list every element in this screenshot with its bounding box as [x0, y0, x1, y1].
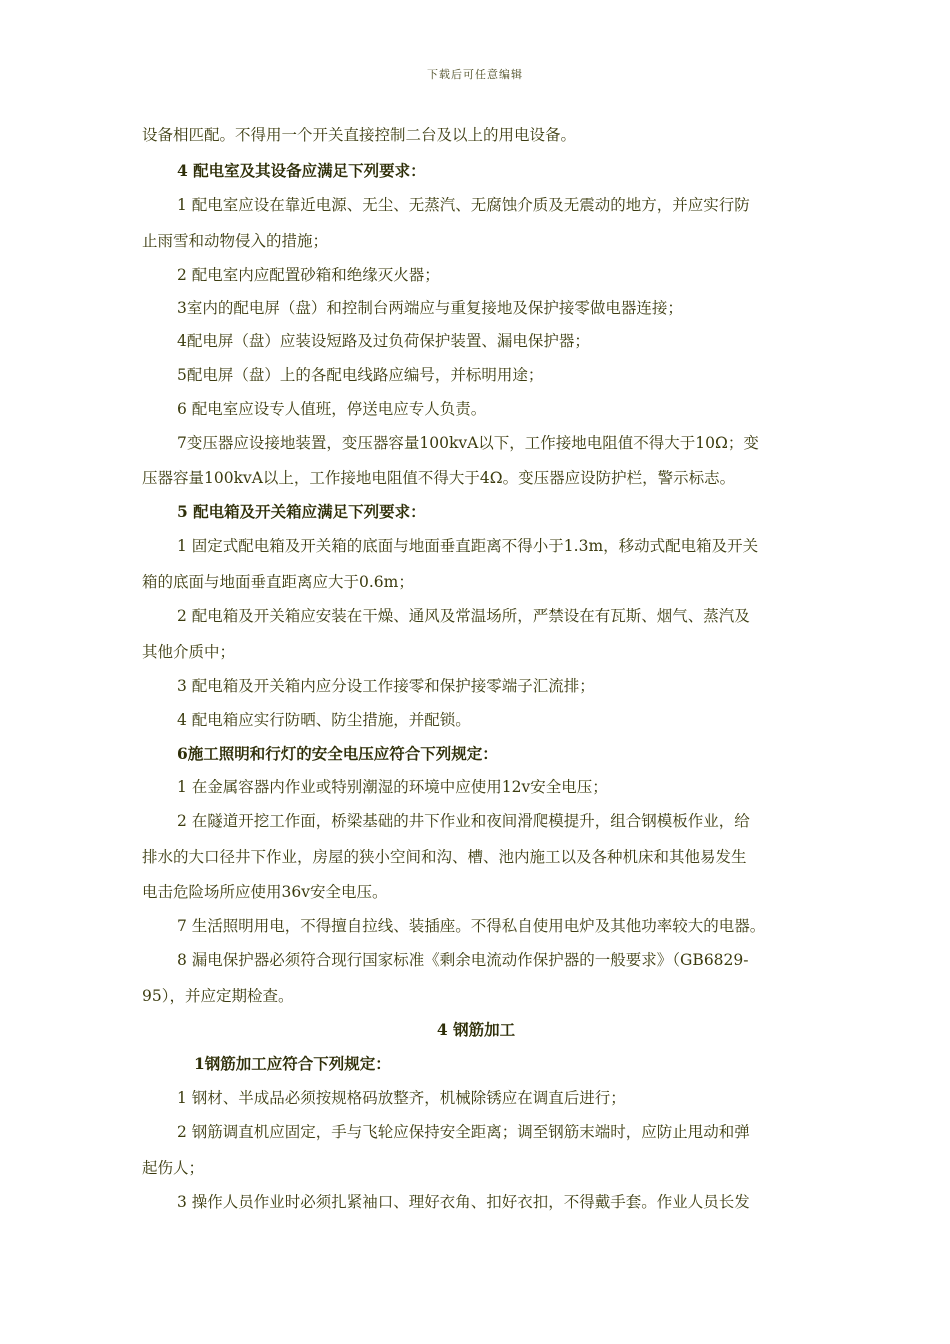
paragraph-line: 设备相匹配。不得用一个开关直接控制二台及以上的用电设备。: [142, 126, 577, 144]
paragraph-line: 2 钢筋调直机应固定，手与飞轮应保持安全距离；调至钢筋末端时，应防止甩动和弹: [177, 1123, 750, 1141]
paragraph-line: 4配电屏（盘）应装设短路及过负荷保护装置、漏电保护器；: [177, 332, 590, 350]
paragraph-line: 7 生活照明用电，不得擅自拉线、装插座。不得私自使用电炉及其他功率较大的电器。: [177, 917, 766, 935]
paragraph-line: 其他介质中；: [142, 643, 236, 661]
paragraph-line: 1 配电室应设在靠近电源、无尘、无蒸汽、无腐蚀介质及无震动的地方，并应实行防: [177, 196, 750, 214]
section-heading: 1钢筋加工应符合下列规定：: [194, 1054, 391, 1073]
paragraph-line: 95），并应定期检查。: [142, 987, 294, 1005]
page-header: 下载后可任意编辑: [427, 68, 523, 81]
paragraph-line: 1 钢材、半成品必须按规格码放整齐，机械除锈应在调直后进行；: [177, 1089, 626, 1107]
paragraph-line: 1 固定式配电箱及开关箱的底面与地面垂直距离不得小于1.3m，移动式配电箱及开关: [177, 537, 759, 555]
paragraph-line: 起伤人；: [142, 1159, 205, 1177]
paragraph-line: 6 配电室应设专人值班，停送电应专人负责。: [177, 400, 487, 418]
paragraph-line: 2 在隧道开挖工作面，桥梁基础的井下作业和夜间滑爬模提升，组合钢模板作业，给: [177, 812, 750, 830]
paragraph-line: 8 漏电保护器必须符合现行国家标准《剩余电流动作保护器的一般要求》（GB6829-: [177, 951, 749, 969]
chapter-heading: 4 钢筋加工: [436, 1020, 516, 1039]
paragraph-line: 4 配电箱应实行防晒、防尘措施，并配锁。: [177, 711, 471, 729]
section-heading: 6施工照明和行灯的安全电压应符合下列规定：: [177, 744, 498, 763]
paragraph-line: 1 在金属容器内作业或特别潮湿的环境中应使用12v安全电压；: [177, 778, 608, 796]
paragraph-line: 箱的底面与地面垂直距离应大于0.6m；: [142, 573, 414, 591]
paragraph-line: 3室内的配电屏（盘）和控制台两端应与重复接地及保护接零做电器连接；: [177, 299, 683, 317]
paragraph-line: 电击危险场所应使用36v安全电压。: [142, 883, 388, 901]
section-heading: 5 配电箱及开关箱应满足下列要求：: [177, 502, 426, 521]
section-heading: 4 配电室及其设备应满足下列要求：: [177, 161, 426, 180]
paragraph-line: 2 配电室内应配置砂箱和绝缘灭火器；: [177, 266, 440, 284]
paragraph-line: 3 操作人员作业时必须扎紧袖口、理好衣角、扣好衣扣，不得戴手套。作业人员长发: [177, 1193, 750, 1211]
paragraph-line: 排水的大口径井下作业，房屋的狭小空间和沟、槽、池内施工以及各种机床和其他易发生: [142, 848, 747, 866]
paragraph-line: 压器容量100kvA以上，工作接地电阻值不得大于4Ω。变压器应设防护栏，警示标志。: [142, 469, 736, 487]
paragraph-line: 7变压器应设接地装置，变压器容量100kvA以下，工作接地电阻值不得大于10Ω；变: [177, 434, 759, 452]
paragraph-line: 止雨雪和动物侵入的措施；: [142, 232, 329, 250]
paragraph-line: 3 配电箱及开关箱内应分设工作接零和保护接零端子汇流排；: [177, 677, 595, 695]
paragraph-line: 5配电屏（盘）上的各配电线路应编号，并标明用途；: [177, 366, 544, 384]
paragraph-line: 2 配电箱及开关箱应安装在干燥、通风及常温场所，严禁设在有瓦斯、烟气、蒸汽及: [177, 607, 750, 625]
